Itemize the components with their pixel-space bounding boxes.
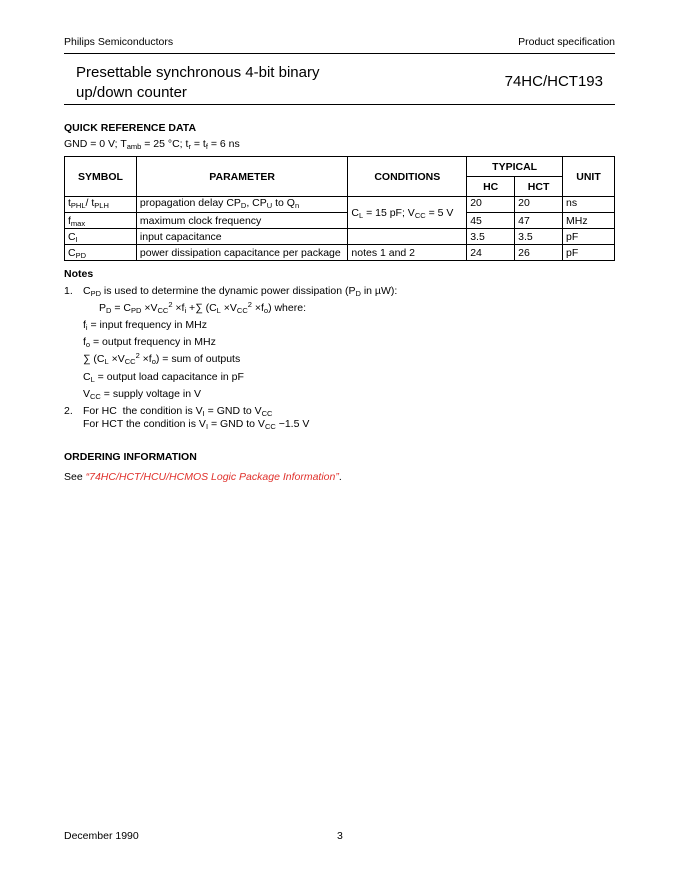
page-title [76,63,319,103]
header-hc: HC [467,177,515,197]
definition-fi: $f_i$ = input frequency in MHz [83,319,207,332]
hct-value-cell: 26 [515,245,563,261]
quick-reference-table [64,156,615,261]
unit-cell: MHz [563,213,615,229]
header-unit: UNIT [563,157,615,197]
parameter-cell: propagation delay $CP_D$, $CP_U$ to $Q_n$ [136,197,347,213]
table-row [65,229,615,245]
unit-cell: pF [563,245,615,261]
note-1-number: 1. [64,285,73,297]
header-symbol: SYMBOL [65,157,137,197]
table-row [65,197,615,213]
note-2-number: 2. [64,405,73,417]
header-rule-top [64,53,615,54]
quick-reference-heading: QUICK REFERENCE DATA [64,122,197,134]
note-2-line1: For HC the condition is $V_I$ = GND to $V_{CC}$ [83,405,273,418]
hct-value-cell: 3.5 [515,229,563,245]
symbol-cell: $C_{PD}$ [65,245,137,261]
symbol-cell: $f_{max}$ [65,213,137,229]
header-hct: HCT [515,177,563,197]
header-rule-bottom [64,104,615,105]
hc-value-cell: 24 [467,245,515,261]
table-row [65,245,615,261]
definition-vcc: $V_{CC}$ = supply voltage in V [83,388,201,401]
page-title-line1: Presettable synchronous 4-bit binary [76,64,320,81]
symbol-cell: $t_{PHL}/$ $t_{PLH}$ [65,197,137,213]
page-number: 3 [337,830,343,842]
unit-cell: ns [563,197,615,213]
conditions-cell: $C_L = 15$ pF; $V_{CC} = 5$ V [348,197,467,229]
part-number: 74HC/HCT193 [504,73,603,90]
header-typical: TYPICAL [467,157,563,177]
package-information-link[interactable]: “74HC/HCT/HCU/HCMOS Logic Package Information” [85,471,339,483]
quick-reference-conditions: GND = 0 V; $T_{amb} = 25$ °C; $t_r = t_f = 6$ ns [64,138,240,151]
definition-cl: $C_L$ = output load capacitance in pF [83,371,244,384]
note-1-text: $C_{PD}$ is used to determine the dynamic power dissipation ($P_D$ in µW): [83,285,398,298]
document-type: Product specification [518,36,615,48]
ordering-text: See “74HC/HCT/HCU/HCMOS Logic Package Information”. [64,471,342,483]
parameter-cell: input capacitance [136,229,347,245]
footer-date: December 1990 [64,830,139,842]
power-formula: $P_D = C_{PD} \times V_{CC}^2 \times f_i$ +∑ $(C_L \times V_{CC}^2 \times f_o)$ where: [99,300,306,315]
table-row [65,213,615,229]
unit-cell: pF [563,229,615,245]
hct-value-cell: 20 [515,197,563,213]
conditions-cell: notes 1 and 2 [348,245,467,261]
header-parameter: PARAMETER [136,157,347,197]
parameter-cell: power dissipation capacitance per package [136,245,347,261]
hct-value-cell: 47 [515,213,563,229]
definition-fo: $f_o$ = output frequency in MHz [83,336,216,349]
hc-value-cell: 3.5 [467,229,515,245]
hc-value-cell: 45 [467,213,515,229]
header-conditions: CONDITIONS [348,157,467,197]
ordering-heading: ORDERING INFORMATION [64,451,197,463]
conditions-cell-empty [348,229,467,245]
note-2-line2: For HCT the condition is $V_I$ = GND to $V_{CC} -1.5$ V [83,418,310,431]
hc-value-cell: 20 [467,197,515,213]
page-title-line2: up/down counter [76,84,187,101]
symbol-cell: $C_I$ [65,229,137,245]
company-name: Philips Semiconductors [64,36,174,48]
definition-sum: ∑ $(C_L \times V_{CC}^2 \times f_o)$ = sum of outputs [83,351,241,366]
parameter-cell: maximum clock frequency [136,213,347,229]
notes-heading: Notes [64,268,94,280]
